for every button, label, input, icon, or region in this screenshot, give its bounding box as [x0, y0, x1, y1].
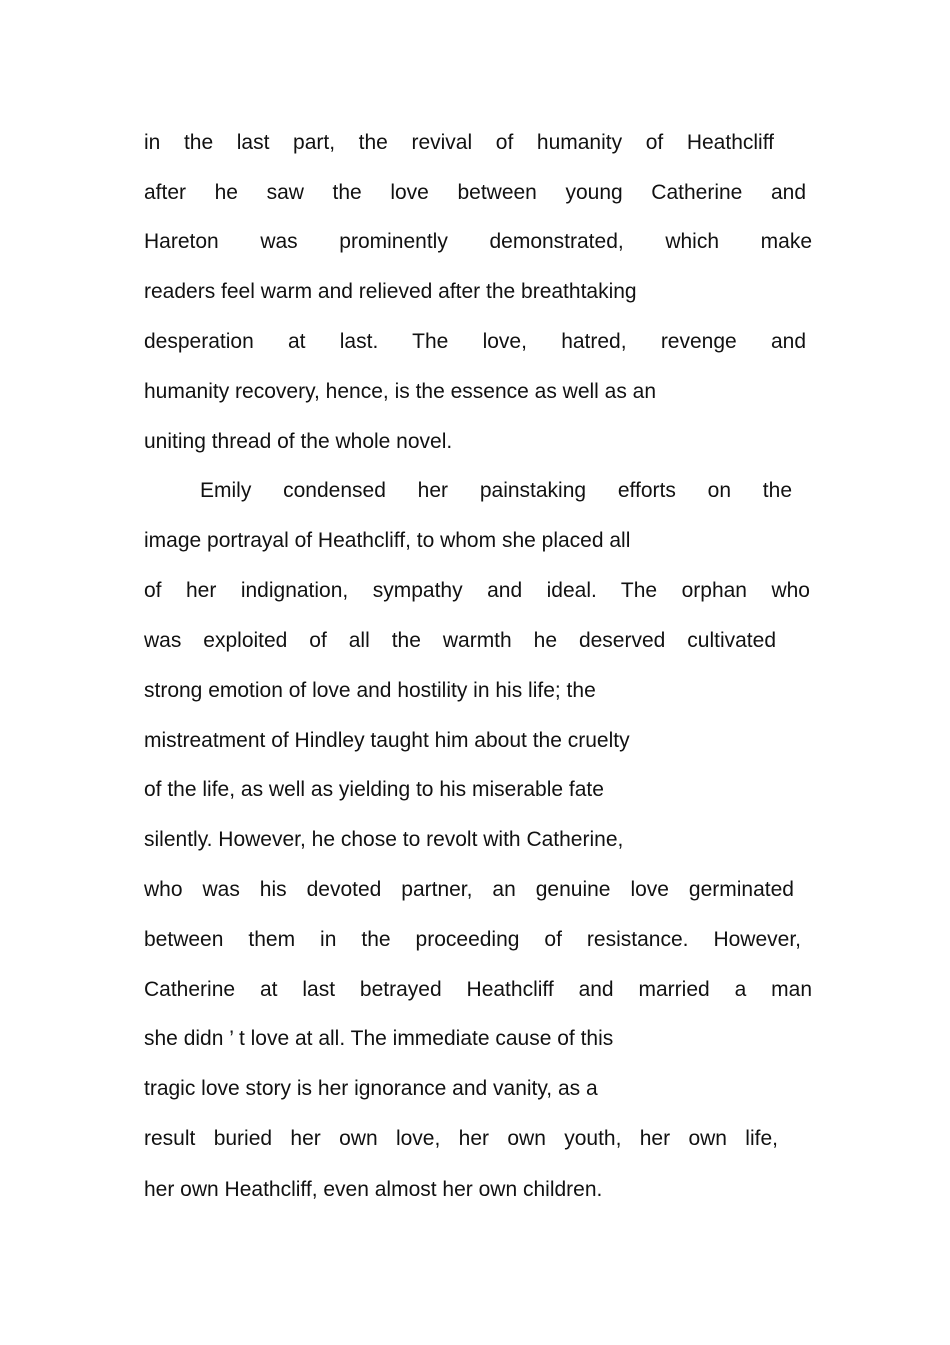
- text-line: was exploited of all the warmth he deserved cultivated: [144, 629, 776, 652]
- text-line: humanity recovery, hence, is the essence as well as an: [144, 380, 657, 403]
- text-line: desperation at last. The love, hatred, revenge and: [144, 330, 806, 353]
- text-line: Catherine at last betrayed Heathcliff and married a man: [144, 978, 812, 1001]
- text-line: silently. However, he chose to revolt with Catherine,: [144, 828, 624, 851]
- paragraph-first-line: Emily condensed her painstaking efforts on the: [200, 479, 792, 502]
- text-line: uniting thread of the whole novel.: [144, 430, 453, 453]
- text-line: Hareton was prominently demonstrated, which make: [144, 230, 812, 253]
- text-line: readers feel warm and relieved after the breathtaking: [144, 280, 637, 303]
- text-line: strong emotion of love and hostility in his life; the: [144, 679, 596, 702]
- text-line: of the life, as well as yielding to his miserable fate: [144, 778, 604, 801]
- text-line: her own Heathcliff, even almost her own children.: [144, 1178, 603, 1201]
- text-line: tragic love story is her ignorance and vanity, as a: [144, 1077, 598, 1100]
- text-line: in the last part, the revival of humanity of Heathcliff: [144, 131, 774, 154]
- text-line: result buried her own love, her own youth, her own life,: [144, 1127, 778, 1150]
- text-line: image portrayal of Heathcliff, to whom she placed all: [144, 529, 631, 552]
- text-line: after he saw the love between young Catherine and: [144, 181, 806, 204]
- text-line: she didn ’ t love at all. The immediate cause of this: [144, 1027, 614, 1050]
- text-line: between them in the proceeding of resistance. However,: [144, 928, 801, 951]
- text-line: of her indignation, sympathy and ideal. The orphan who: [144, 579, 810, 602]
- text-line: mistreatment of Hindley taught him about the cruelty: [144, 729, 630, 752]
- text-line: who was his devoted partner, an genuine love germinated: [144, 878, 794, 901]
